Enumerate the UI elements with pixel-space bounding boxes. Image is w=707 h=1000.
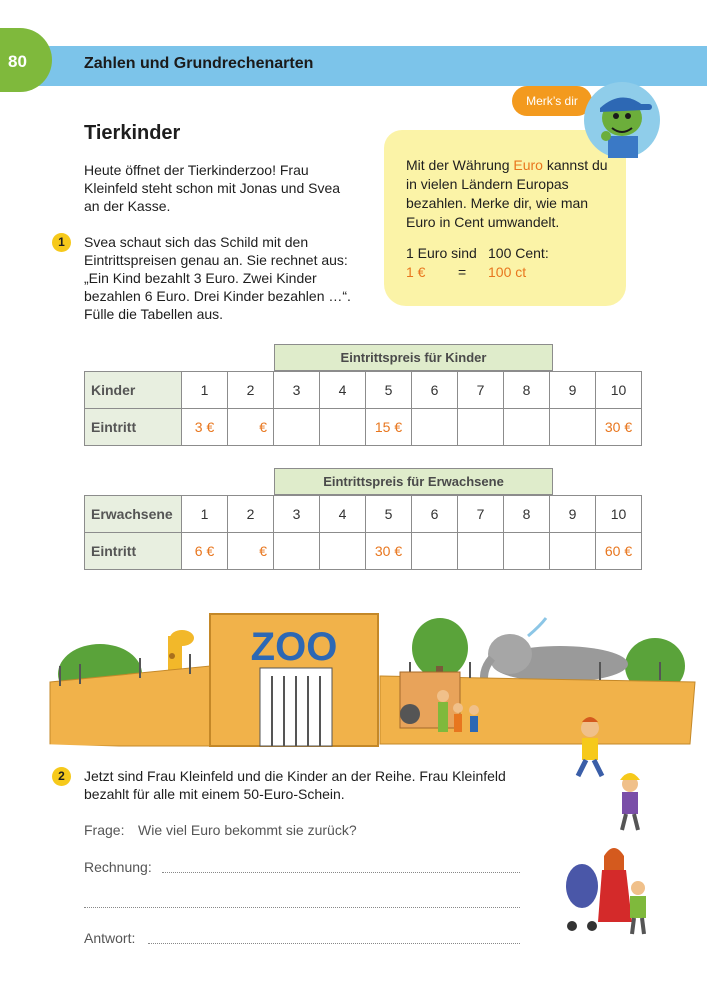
table-cell: 8: [504, 372, 550, 409]
price-cell[interactable]: 30 €: [366, 533, 412, 570]
merk-row2-eq: =: [458, 264, 467, 280]
price-cell[interactable]: [274, 533, 320, 570]
price-cell[interactable]: [274, 409, 320, 446]
price-cell[interactable]: [550, 409, 596, 446]
table-cell: 3: [274, 496, 320, 533]
price-cell[interactable]: [320, 409, 366, 446]
merk-dir-bubble: Merk’s dir: [512, 86, 592, 116]
price-cell[interactable]: €: [228, 409, 274, 446]
merk-dir-text: Mit der Währung Euro kannst du in vielen Ländern Europas bezahlen. Merke dir, wie man Euro in Cent umwandelt.: [406, 157, 608, 230]
table-cell: 6: [412, 496, 458, 533]
page-number: 80: [8, 52, 27, 71]
table-cell: 10: [596, 496, 642, 533]
zoo-sign: ZOO: [250, 625, 338, 669]
table-row: [85, 496, 642, 533]
table-cell: 8: [504, 496, 550, 533]
price-cell[interactable]: [412, 409, 458, 446]
section-title: Tierkinder: [84, 122, 181, 144]
table-cell: 5: [366, 496, 412, 533]
table-cell: 1: [182, 372, 228, 409]
price-cell[interactable]: 60 €: [596, 533, 642, 570]
table-cell: 7: [458, 372, 504, 409]
price-cell[interactable]: [550, 533, 596, 570]
rechnung-answer-line[interactable]: [162, 872, 520, 873]
price-cell[interactable]: [320, 533, 366, 570]
task1-text: Svea schaut sich das Schild mit den Eintrittspreisen genau an. Sie rechnet aus: „Ein Kind bezahlt 3 Euro. Zwei Kinder bezahlen 6 Euro. Drei Kinder bezahlen …“. Fülle die Tabellen aus.: [84, 234, 351, 322]
price-cell[interactable]: [458, 409, 504, 446]
price-cell[interactable]: €: [228, 533, 274, 570]
antwort-label: Antwort:: [84, 930, 136, 946]
table-erwachsene: [84, 495, 642, 570]
row-label: Eintritt: [85, 533, 182, 570]
price-cell[interactable]: [504, 533, 550, 570]
table-kinder-title: Eintrittspreis für Kinder: [274, 344, 553, 371]
table-erwachsene-title: Eintrittspreis für Erwachsene: [274, 468, 553, 495]
table-cell: 2: [228, 496, 274, 533]
table-cell: 9: [550, 372, 596, 409]
table-cell: 6: [412, 372, 458, 409]
merk-row1-right: 100 Cent:: [488, 245, 549, 261]
walking-child-icon: [566, 714, 650, 834]
row-label: Eintritt: [85, 409, 182, 446]
row-label: Erwachsene: [85, 496, 182, 533]
task-number-badge: 2: [52, 767, 71, 786]
table-cell: 1: [182, 496, 228, 533]
row-label: Kinder: [85, 372, 182, 409]
mascot-icon: [582, 80, 662, 160]
price-cell[interactable]: 6 €: [182, 533, 228, 570]
task-number-badge: 1: [52, 233, 71, 252]
table-cell: 3: [274, 372, 320, 409]
table-kinder: [84, 371, 642, 446]
frage-text: Wie viel Euro bekommt sie zurück?: [138, 822, 357, 838]
price-cell[interactable]: [412, 533, 458, 570]
table-cell: 10: [596, 372, 642, 409]
elephant-icon: [484, 618, 628, 688]
merk-row2-right: 100 ct: [488, 264, 527, 280]
price-cell[interactable]: 30 €: [596, 409, 642, 446]
zoo-gate-icon: [210, 614, 378, 746]
table-cell: 2: [228, 372, 274, 409]
intro-text: Heute öffnet der Tierkinderzoo! Frau Kleinfeld steht schon mit Jonas und Svea an der Kasse.: [84, 162, 341, 214]
table-cell: 4: [320, 496, 366, 533]
frage-label: Frage:: [84, 822, 125, 838]
price-cell[interactable]: [458, 533, 504, 570]
table-cell: 4: [320, 372, 366, 409]
merk-row2-left: 1 €: [406, 264, 426, 280]
merk-row1-left: 1 Euro sind: [406, 245, 477, 261]
price-cell[interactable]: 15 €: [366, 409, 412, 446]
table-row: [85, 409, 642, 446]
euro-highlight: Euro: [513, 157, 543, 173]
price-cell[interactable]: [504, 409, 550, 446]
table-row: [85, 372, 642, 409]
table-cell: 7: [458, 496, 504, 533]
table-row: [85, 533, 642, 570]
rechnung-label: Rechnung:: [84, 859, 152, 875]
chapter-title: Zahlen und Grundrechenarten: [84, 55, 314, 72]
price-cell[interactable]: 3 €: [182, 409, 228, 446]
task2-text: Jetzt sind Frau Kleinfeld und die Kinder an der Reihe. Frau Kleinfeld bezahlt für alle mit einem 50-Euro-Schein.: [84, 768, 506, 802]
table-cell: 5: [366, 372, 412, 409]
table-cell: 9: [550, 496, 596, 533]
rechnung-answer-line-2[interactable]: [84, 907, 520, 908]
antwort-answer-line[interactable]: [148, 943, 520, 944]
family-with-stroller-icon: [562, 846, 654, 936]
